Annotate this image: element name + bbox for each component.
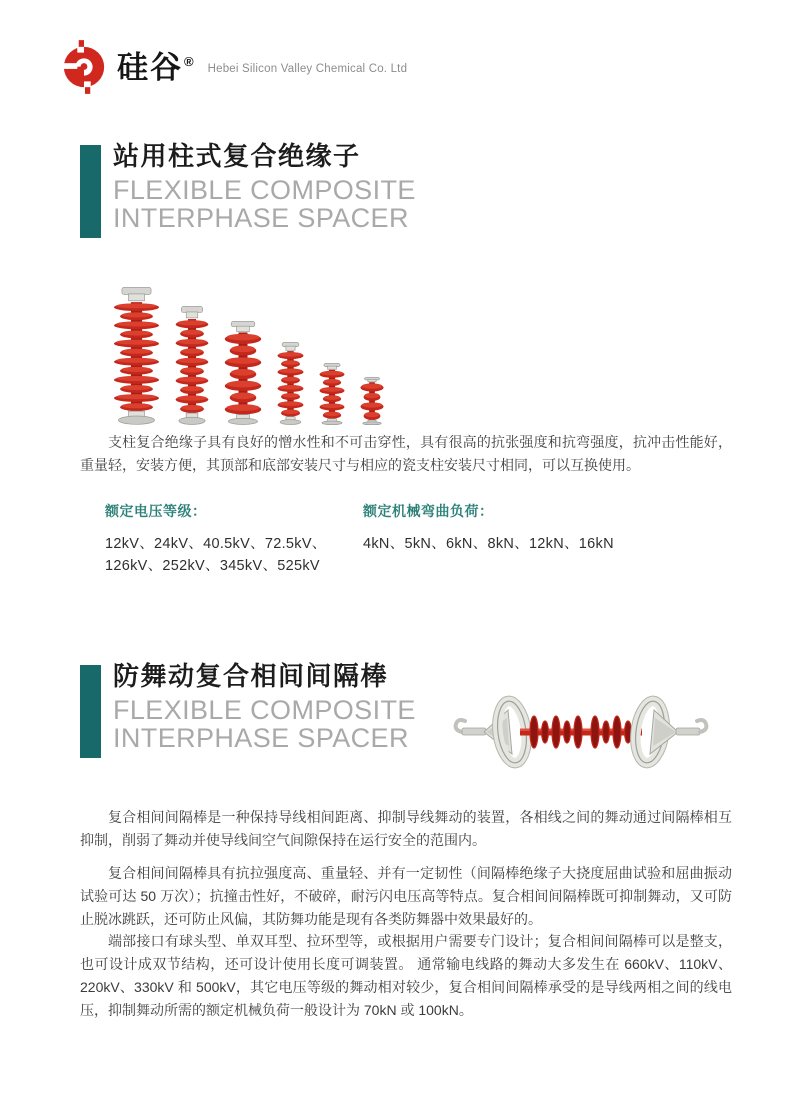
rated-bending-load-spec [363, 501, 614, 555]
logo-wordmark-cn: 硅谷® [117, 49, 196, 85]
brand-header [60, 40, 407, 94]
post-insulator-product-images [113, 283, 413, 425]
post-insulator-image-3 [224, 321, 262, 425]
teal-accent-bar [80, 665, 101, 758]
section1-description: 支柱复合绝缘子具有良好的憎水性和不可击穿性，具有很高的抗张强度和抗弯强度，抗冲击性能好，重量轻，安装方便，其顶部和底部安装尺寸与相应的瓷支柱安装尺寸相同，可以互换使用。 [80, 434, 732, 473]
section1-title-en: FLEXIBLE COMPOSITE INTERPHASE SPACER [113, 175, 416, 233]
company-logo-icon [60, 40, 108, 94]
rated-voltage-spec [105, 501, 327, 577]
section2-paragraph-2: 复合相间间隔棒具有抗拉强度高、重量轻、并有一定韧性（间隔棒绝缘子大挠度屈曲试验和屈曲振动试验可达 50 万次）；抗撞击性好，不破碎，耐污闪电压高等特点。复合相间间隔棒既可抑制舞动，又可防止脱冰跳跃，还可防止风偏，其防舞功能是现有各类防舞器中效果最好的。 [80, 865, 732, 927]
teal-accent-bar [80, 145, 101, 238]
company-name-en: Hebei Silicon Valley Chemical Co. Ltd [207, 63, 408, 75]
post-insulator-image-4 [277, 342, 304, 425]
rated-voltage-values: 12kV、24kV、40.5kV、72.5kV、 126kV、252kV、345kV、525kV [105, 536, 327, 574]
post-insulator-image-2 [175, 306, 209, 425]
section2-paragraph-3: 端部接口有球头型、单双耳型、拉环型等，或根据用户需要专门设计；复合相间间隔棒可以是整支，也可设计成双节结构，还可设计使用长度可调装置。 通常输电线路的舞动大多发生在 660kV、110kV、220kV、330kV 和 500kV，其它电压等级的舞动相对较少，复合相间间隔棒承受的是导线两相之间的线电压，抑制舞动所需的额定机械负荷一般设计为 70kN 或 100kN。 [80, 933, 732, 1018]
post-insulator-image-1 [113, 287, 160, 425]
rated-bending-load-values: 4kN、5kN、6kN、8kN、12kN、16kN [363, 536, 614, 552]
rated-voltage-label: 额定电压等级： [105, 503, 207, 519]
section-post-insulator-header [80, 141, 560, 232]
post-insulator-image-5 [319, 363, 345, 425]
section2-title-en: FLEXIBLE COMPOSITE INTERPHASE SPACER [113, 695, 416, 753]
section2-paragraph-1: 复合相间间隔棒是一种保持导线相间距离、抑制导线舞动的装置，各相线之间的舞动通过间隔棒相互抑制，削弱了舞动并使导线间空气间隙保持在运行安全的范围内。 [80, 809, 732, 848]
post-insulator-image-6 [360, 377, 384, 425]
interphase-spacer-product-image [450, 688, 712, 776]
registered-trademark-symbol: ® [184, 53, 196, 69]
section1-title-cn: 站用柱式复合绝缘子 [113, 141, 361, 171]
section2-title-cn: 防舞动复合相间间隔棒 [113, 661, 389, 691]
rated-bending-load-label: 额定机械弯曲负荷： [363, 503, 494, 519]
